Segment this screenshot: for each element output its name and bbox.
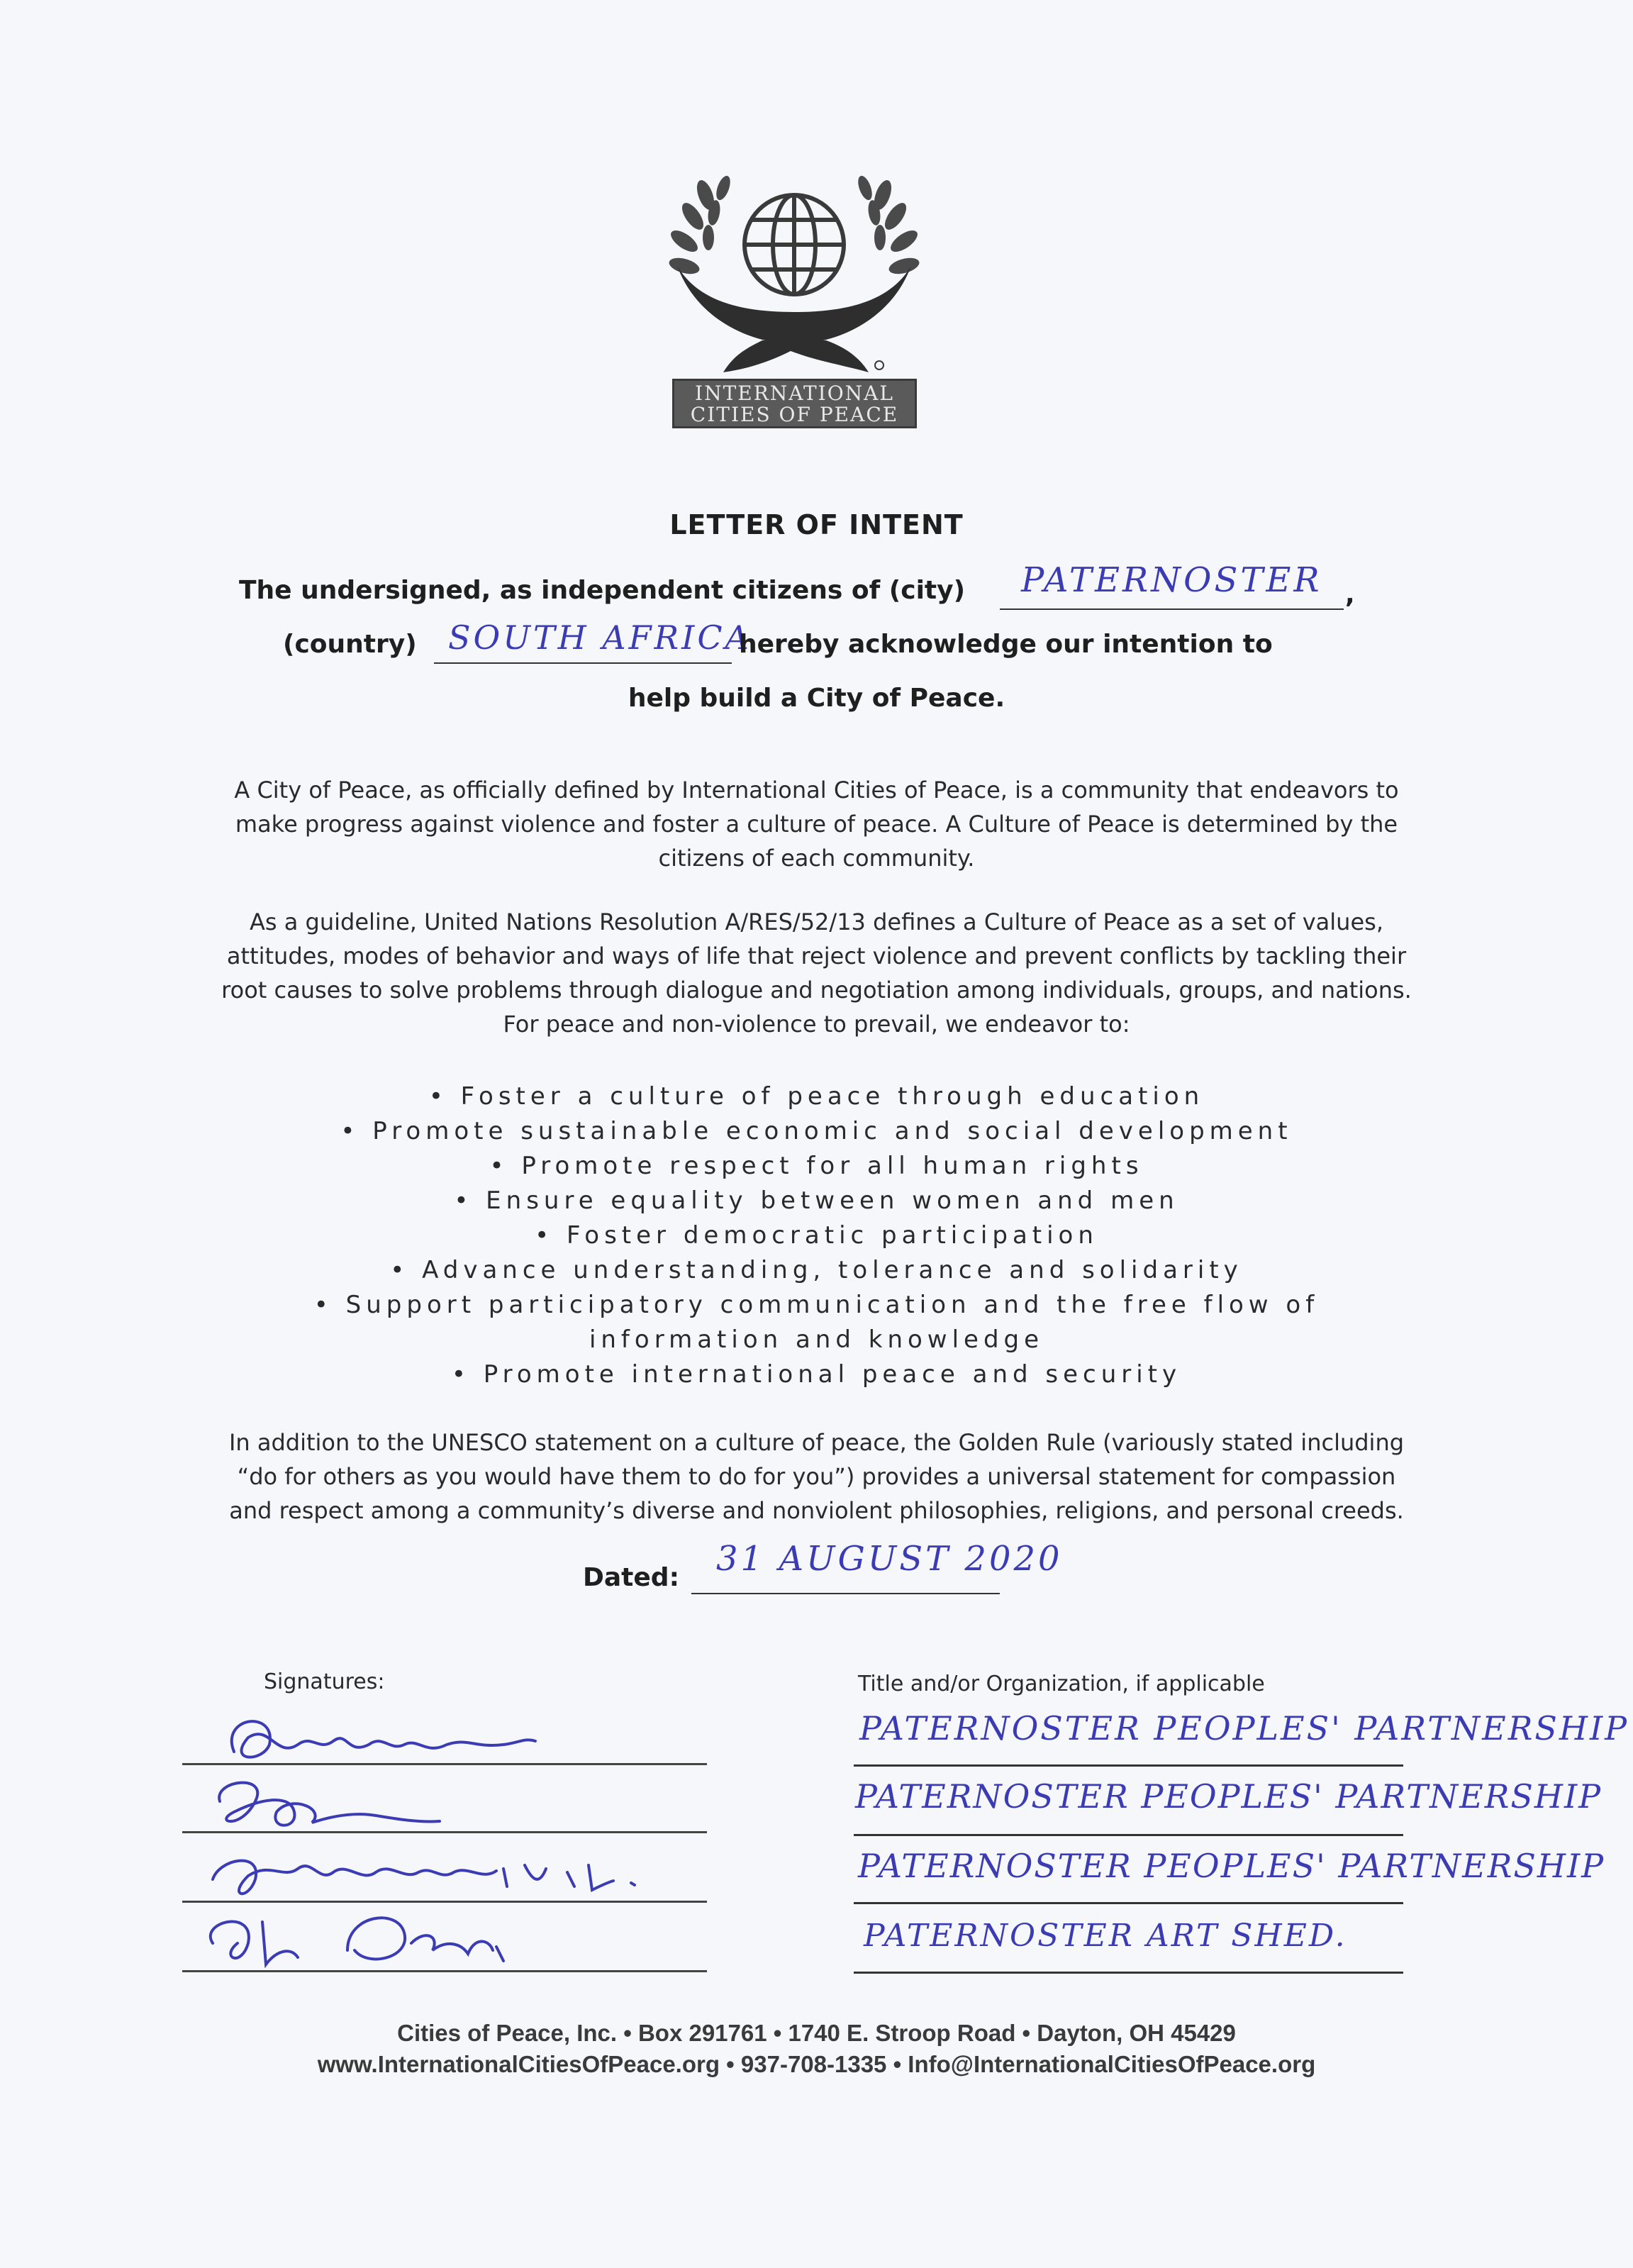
signature-2 <box>219 1783 440 1825</box>
country-value: SOUTH AFRICA <box>448 618 752 657</box>
organization-4: PATERNOSTER ART SHED. <box>864 1918 1347 1954</box>
signature-4 <box>211 1918 503 1964</box>
organization-1: PATERNOSTER PEOPLES' PARTNERSHIP <box>859 1709 1629 1747</box>
paragraph-guideline: As a guideline, United Nations Resolution A/RES/52/13 defines a Culture of Peace as a set of values, attitudes, modes of behavior and ways of life that reject violence and prevent conflicts by tackling their root causes to solve problems through dialogue and negotiation among individuals, groups, and nations. For peace and non-violence to prevail, we endeavor to: <box>221 908 1412 1038</box>
dated-label: Dated: <box>583 1563 679 1592</box>
footer-address: Cities of Peace, Inc. • Box 291761 • 1740 E. Stroop Road • Dayton, OH 45429 <box>397 2020 1236 2046</box>
organization-line <box>854 1972 1403 1974</box>
list-item: • Promote sustainable economic and social development <box>340 1117 1293 1145</box>
laurel-right-icon <box>855 174 921 277</box>
list-item: • Foster democratic participation <box>535 1221 1098 1250</box>
list-item: • Advance understanding, tolerance and solidarity <box>390 1256 1243 1284</box>
organization-2: PATERNOSTER PEOPLES' PARTNERSHIP <box>855 1777 1603 1816</box>
intro-part2: (country) <box>283 630 417 659</box>
paragraph-definition: A City of Peace, as officially defined by International Cities of Peace, is a community that endeavors to make progress against violence and foster a culture of peace. A Culture of Peace is determined by the citizens of each community. <box>234 777 1399 872</box>
organization-3: PATERNOSTER PEOPLES' PARTNERSHIP <box>858 1847 1605 1885</box>
organization-line <box>854 1834 1403 1836</box>
list-item: information and knowledge <box>589 1325 1044 1354</box>
list-item: • Foster a culture of peace through education <box>428 1082 1205 1111</box>
intro-part3: hereby acknowledge our intention to <box>739 630 1273 659</box>
intro-comma: , <box>1345 580 1355 609</box>
signature-3 <box>213 1861 635 1894</box>
signature-1 <box>232 1721 535 1757</box>
paragraph-golden-rule: In addition to the UNESCO statement on a culture of peace, the Golden Rule (variously stated including “do for others as you would have them to do for you”) provides a universal statement for compassion and respect among a community’s diverse and nonviolent philosophies, religions, and personal creeds. <box>228 1429 1405 1524</box>
intro-part1: The undersigned, as independent citizens of (city) <box>239 576 966 605</box>
country-line <box>434 662 732 664</box>
signatures-drawing <box>170 1695 737 1993</box>
laurel-left-icon <box>667 174 733 277</box>
letter-title: LETTER OF INTENT <box>669 509 964 540</box>
title-organization-label: Title and/or Organization, if applicable <box>858 1672 1265 1696</box>
footer-contact: www.InternationalCitiesOfPeace.org • 937-708-1335 • Info@InternationalCitiesOfPeace.org <box>317 2051 1316 2077</box>
dated-line <box>691 1593 1000 1594</box>
intro-part4: help build a City of Peace. <box>628 684 1005 713</box>
goals-list <box>0 1079 1633 1392</box>
list-item: • Promote international peace and security <box>451 1360 1182 1389</box>
list-item: • Support participatory communication and the free flow of <box>313 1291 1320 1319</box>
dated-value: 31 AUGUST 2020 <box>716 1539 1063 1579</box>
organization-line <box>854 1902 1403 1904</box>
city-line <box>1000 608 1344 610</box>
list-item: • Promote respect for all human rights <box>489 1152 1144 1180</box>
logo-wordmark: INTERNATIONAL CITIES OF PEACE <box>672 379 917 428</box>
list-item: • Ensure equality between women and men <box>454 1186 1179 1215</box>
organization-line <box>854 1764 1403 1767</box>
globe-icon <box>745 195 844 294</box>
city-value: PATERNOSTER <box>1021 560 1322 600</box>
signatures-label: Signatures: <box>264 1669 385 1694</box>
